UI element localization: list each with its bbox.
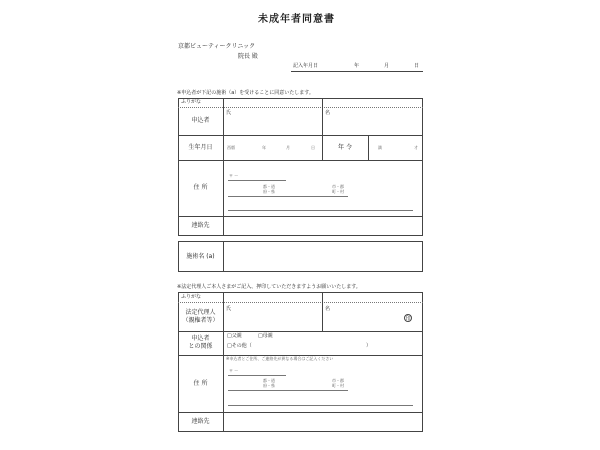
director-salutation: 院長 殿 (238, 53, 258, 60)
relation-father-checkbox[interactable]: □父親 (227, 333, 242, 339)
guardian-note: ※法定代理人ご本人さまがご記入、押印していただきますようお願いいたします。 (177, 284, 361, 290)
relation-label: 申込者 との関係 (188, 335, 213, 350)
guardian-city-label: 市・郡 町・村 (332, 378, 344, 389)
address-note: ※申込者とご住所、ご連絡先が異なる場合はご記入ください (226, 356, 334, 361)
given-name-label: 名 (325, 110, 331, 116)
birthdate-label: 生年月日 (188, 143, 213, 151)
date-day: 日 (414, 63, 420, 69)
address-label: 住 所 (193, 184, 208, 192)
guardian-postal-mark: 〒 ー (229, 368, 239, 373)
guardian-surname-field[interactable] (223, 303, 322, 331)
contact-field[interactable] (223, 217, 423, 236)
guardian-contact-label: 連絡先 (191, 418, 210, 426)
surname-label: 氏 (226, 110, 232, 116)
age-label: 年 令 (338, 143, 352, 151)
postal-mark: 〒 ー (229, 173, 239, 178)
birth-month-label: 月 (286, 145, 290, 150)
treatment-label: 施術名 (a) (186, 252, 215, 260)
guardian-address-label: 住 所 (193, 379, 208, 387)
furigana-label: ふりがな (181, 99, 202, 105)
treatment-field[interactable] (223, 242, 423, 271)
relation-other-field[interactable] (268, 343, 364, 351)
age-unit: 才 (414, 145, 418, 150)
guardian-surname-label: 氏 (226, 306, 232, 312)
applicant-surname-field[interactable] (223, 108, 322, 135)
date-label: 記入年月日 (293, 63, 319, 69)
date-underline (291, 71, 423, 72)
guardian-prefecture-label: 都・道 府・県 (263, 378, 275, 389)
guardian-contact-field[interactable] (223, 413, 423, 432)
date-month: 月 (384, 63, 390, 69)
relation-other-close: ） (366, 343, 372, 349)
applicant-label: 申込者 (191, 117, 210, 125)
era-label: 西暦 (227, 145, 235, 150)
birthdate-field[interactable] (223, 136, 322, 160)
applicant-given-name-field[interactable] (322, 108, 423, 135)
guardian-address-field[interactable] (223, 364, 423, 412)
relation-other-checkbox[interactable]: □その他（ (227, 343, 252, 349)
contact-label: 連絡先 (191, 222, 210, 230)
birth-day-label: 日 (311, 145, 315, 150)
prefecture-label: 都・道 府・県 (263, 184, 275, 195)
guardian-given-label: 名 (325, 306, 331, 312)
age-field[interactable] (368, 136, 423, 160)
city-label: 市・郡 町・村 (332, 184, 344, 195)
date-year: 年 (354, 63, 360, 69)
guardian-label: 法定代理人 （親権者等） (182, 308, 219, 324)
address-field[interactable] (223, 161, 423, 216)
seal-mark: 印 (405, 315, 411, 322)
birth-year-label: 年 (262, 145, 266, 150)
page-title: 未成年者同意書 (258, 14, 335, 25)
age-prefix: 満 (378, 145, 382, 150)
clinic-name: 京都ビューティークリニック (178, 43, 256, 50)
guardian-furigana-label: ふりがな (181, 294, 202, 300)
consent-statement: ※申込者が下記の施術（a）を受けることに同意いたします。 (177, 90, 314, 96)
relation-mother-checkbox[interactable]: □母親 (258, 333, 273, 339)
